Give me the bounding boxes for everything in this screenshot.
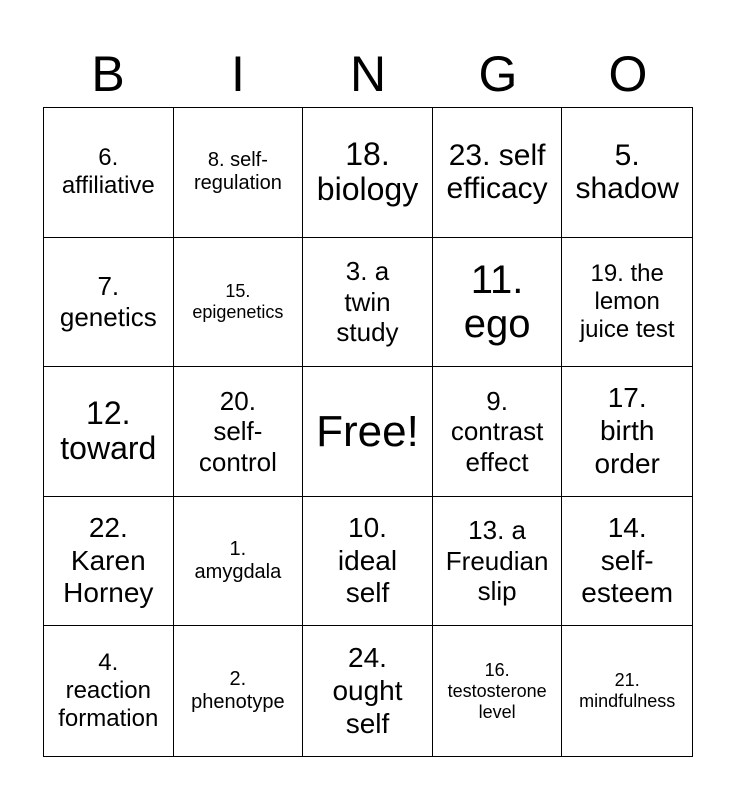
header-letter-n: N [349, 46, 387, 102]
bingo-cell[interactable]: 2. phenotype [174, 626, 304, 756]
header-letter-o: O [608, 46, 648, 102]
bingo-cell[interactable]: 18. biology [303, 108, 433, 238]
bingo-cell[interactable]: 9. contrast effect [433, 367, 563, 497]
bingo-cell[interactable]: 5. shadow [562, 108, 692, 238]
bingo-cell[interactable]: 8. self- regulation [174, 108, 304, 238]
bingo-cell[interactable]: 1. amygdala [174, 497, 304, 627]
bingo-cell[interactable]: 10. ideal self [303, 497, 433, 627]
bingo-cell[interactable]: 16. testosterone level [433, 626, 563, 756]
bingo-cell[interactable]: 20. self- control [174, 367, 304, 497]
bingo-cell[interactable]: 14. self- esteem [562, 497, 692, 627]
bingo-board [43, 107, 693, 757]
bingo-cell[interactable]: 13. a Freudian slip [433, 497, 563, 627]
bingo-cell[interactable]: 19. the lemon juice test [562, 238, 692, 368]
bingo-cell[interactable]: 6. affiliative [44, 108, 174, 238]
bingo-cell[interactable]: 21. mindfulness [579, 670, 676, 712]
bingo-cell[interactable]: 24. ought self [303, 626, 433, 756]
header-letter-b: B [91, 46, 125, 102]
bingo-cell[interactable]: 17. birth order [562, 367, 692, 497]
bingo-cell[interactable]: 4. reaction formation [44, 626, 174, 756]
header-letter-g: G [478, 46, 518, 102]
free-cell[interactable]: Free! [303, 367, 433, 497]
bingo-cell[interactable]: 23. self efficacy [433, 108, 563, 238]
bingo-cell[interactable]: 12. toward [44, 367, 174, 497]
bingo-cell[interactable]: 11. ego [433, 238, 563, 368]
header-letter-i: I [231, 46, 245, 102]
bingo-cell[interactable]: 22. Karen Horney [44, 497, 174, 627]
bingo-cell[interactable]: 15. epigenetics [174, 238, 304, 368]
bingo-cell[interactable]: 3. a twin study [303, 238, 433, 368]
bingo-cell[interactable]: 7. genetics [44, 238, 174, 368]
bingo-header [43, 40, 693, 108]
